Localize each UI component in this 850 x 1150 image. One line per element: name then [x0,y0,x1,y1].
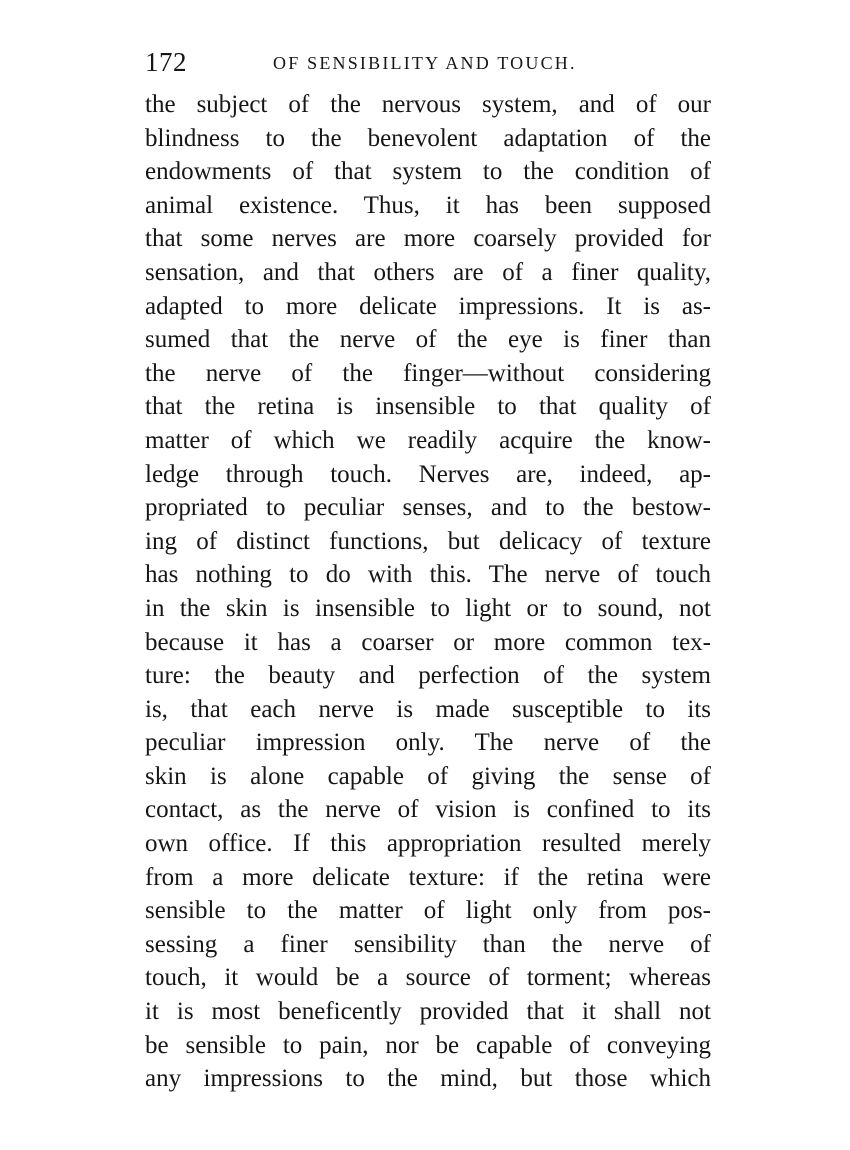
running-head [145,44,715,80]
text-line: be sensible to pain, nor be capable of conveying [145,1031,711,1059]
text-line: sensible to the matter of light only from pos- [145,897,711,925]
text-line: sumed that the nerve of the eye is finer than [145,326,711,354]
text-line: because it has a coarser or more common tex- [145,628,711,656]
text-line: peculiar impression only. The nerve of the [145,729,711,757]
page-number: 172 [145,47,187,77]
text-line: that the retina is insensible to that quality of [145,393,711,421]
text-line: contact, as the nerve of vision is confined to its [145,796,711,824]
text-line: adapted to more delicate impressions. It is as- [145,292,711,320]
text-line: ture: the beauty and perfection of the system [145,662,711,690]
text-line: ing of distinct functions, but delicacy of texture [145,527,711,555]
text-line: animal existence. Thus, it has been supposed [145,191,711,219]
text-line: skin is alone capable of giving the sense of [145,762,711,790]
text-line: matter of which we readily acquire the know- [145,426,711,454]
text-line: has nothing to do with this. The nerve of touch [145,561,711,589]
body-text [145,88,711,1096]
text-line: in the skin is insensible to light or to sound, not [145,594,711,622]
running-head-title: OF SENSIBILITY AND TOUCH. [273,53,577,73]
text-line: endowments of that system to the condition of [145,158,711,186]
text-line: any impressions to the mind, but those which [145,1065,711,1093]
text-line: is, that each nerve is made susceptible to its [145,695,711,723]
text-line: ledge through touch. Nerves are, indeed, ap- [145,460,711,488]
text-line: sessing a finer sensibility than the nerve of [145,930,711,958]
text-line: the subject of the nervous system, and of our [145,91,711,118]
text-line: propriated to peculiar senses, and to the bestow- [145,494,711,522]
text-line: from a more delicate texture: if the retina were [145,863,711,891]
text-line: own office. If this appropriation resulted merely [145,830,711,858]
text-line: the nerve of the finger—without considering [145,359,711,387]
text-line: touch, it would be a source of torment; whereas [145,964,711,992]
text-line: blindness to the benevolent adaptation of the [145,124,711,152]
text-line: it is most beneficently provided that it shall not [145,998,711,1026]
text-line: sensation, and that others are of a finer quality, [145,258,711,286]
text-line: that some nerves are more coarsely provided for [145,225,711,253]
